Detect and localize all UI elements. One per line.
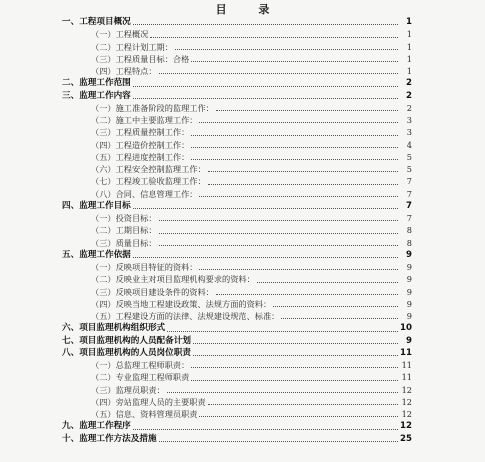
toc-dot-leader bbox=[167, 331, 398, 332]
toc-entry-text: 九、监理工作程序 bbox=[62, 421, 131, 432]
toc-entry-text: 四、监理工作目标 bbox=[62, 200, 131, 211]
toc-entry-text: （七）工程竣工验收监理工作： bbox=[91, 176, 206, 187]
toc-page-number: 1 bbox=[406, 66, 412, 76]
toc-section-entry[interactable] bbox=[62, 200, 412, 212]
toc-section-entry[interactable] bbox=[62, 335, 412, 347]
toc-subsection-entry[interactable] bbox=[62, 65, 412, 77]
toc-dot-leader bbox=[191, 61, 398, 62]
toc-entry-text: 三、监理工作内容 bbox=[62, 90, 131, 101]
toc-entry-text: 十、监理工作方法及措施 bbox=[62, 433, 157, 444]
toc-entry-text: （一）施工准备阶段的监理工作： bbox=[91, 102, 214, 113]
toc-entry-text: （五）工程进度控制工作： bbox=[91, 151, 190, 162]
toc-entry-text: （二）工期目标： bbox=[91, 225, 157, 236]
toc-dot-leader bbox=[159, 73, 398, 74]
toc-subsection-entry[interactable] bbox=[62, 224, 412, 236]
toc-dot-leader bbox=[133, 98, 398, 99]
toc-entry-text: （四）旁站监理人员的主要职责 bbox=[91, 396, 206, 407]
toc-page-number: 2 bbox=[406, 102, 412, 113]
toc-dot-leader bbox=[167, 392, 398, 393]
toc-page-number: 11 bbox=[401, 372, 412, 383]
toc-entry-text: （三）反映项目建设条件的资料： bbox=[91, 286, 214, 297]
toc-entry-text: （四）反映当地工程建设政策、法规方面的资料： bbox=[91, 298, 272, 309]
toc-page-number: 12 bbox=[401, 384, 412, 395]
toc-dot-leader bbox=[159, 441, 398, 442]
toc-subsection-entry[interactable] bbox=[62, 384, 412, 396]
toc-subsection-entry[interactable] bbox=[62, 151, 412, 163]
toc-entry-text: 二、监理工作范围 bbox=[62, 78, 131, 89]
toc-dot-leader bbox=[191, 135, 398, 136]
toc-subsection-entry[interactable] bbox=[62, 286, 412, 298]
toc-entry-text: 七、项目监理机构的人员配备计划 bbox=[62, 335, 191, 346]
toc-dot-leader bbox=[216, 110, 398, 111]
toc-page-number: 9 bbox=[406, 274, 412, 285]
toc-subsection-entry[interactable] bbox=[62, 53, 412, 65]
toc-dot-leader bbox=[273, 306, 398, 307]
toc-dot-leader bbox=[159, 245, 398, 246]
toc-page-number: 11 bbox=[400, 347, 412, 358]
toc-dot-leader bbox=[199, 196, 398, 197]
toc-page-number: 1 bbox=[406, 53, 412, 64]
toc-section-entry[interactable] bbox=[62, 347, 412, 359]
toc-page-number: 9 bbox=[406, 311, 412, 321]
toc-entry-text: （三）质量目标： bbox=[91, 237, 157, 248]
toc-entry-text: （一）总监理工程师职责： bbox=[91, 360, 190, 370]
toc-page-number: 5 bbox=[406, 164, 412, 174]
toc-page-number: 12 bbox=[401, 409, 412, 419]
toc-page-number: 1 bbox=[406, 17, 412, 27]
toc-dot-leader bbox=[175, 49, 398, 50]
toc-entry-text: （二）专业监理工程师职责 bbox=[91, 372, 190, 383]
toc-page-number: 9 bbox=[406, 298, 412, 309]
toc-page-number: 7 bbox=[406, 200, 412, 211]
toc-dot-leader bbox=[159, 233, 398, 234]
toc-page-number: 7 bbox=[406, 188, 412, 199]
toc-dot-leader bbox=[191, 367, 398, 368]
toc-section-entry[interactable] bbox=[62, 322, 412, 334]
toc-subsection-entry[interactable] bbox=[62, 126, 412, 138]
toc-subsection-entry[interactable] bbox=[62, 163, 412, 175]
toc-subsection-entry[interactable] bbox=[62, 28, 412, 40]
toc-page-number: 12 bbox=[401, 396, 412, 407]
toc-dot-leader bbox=[208, 171, 398, 172]
toc-subsection-entry[interactable] bbox=[62, 371, 412, 383]
toc-page-number: 7 bbox=[406, 213, 412, 223]
toc-subsection-entry[interactable] bbox=[62, 188, 412, 200]
toc-dot-leader bbox=[193, 355, 398, 356]
toc-dot-leader bbox=[199, 269, 398, 270]
toc-entry-text: 六、项目监理机构组织形式 bbox=[62, 323, 166, 334]
toc-dot-leader bbox=[208, 184, 398, 185]
toc-entry-text: （五）工程建设方面的法律、法规建设规范、标准： bbox=[91, 311, 280, 321]
toc-entry-text: （三）工程质量目标：合格 bbox=[91, 53, 190, 64]
toc-page-number: 4 bbox=[406, 139, 412, 150]
toc-page-number: 9 bbox=[406, 286, 412, 297]
toc-subsection-entry[interactable] bbox=[62, 298, 412, 310]
toc-entry-text: （五）信息、资料管理员职责 bbox=[91, 409, 198, 419]
toc-page-number: 1 bbox=[406, 29, 412, 40]
toc-page-number: 25 bbox=[400, 433, 412, 444]
toc-page-number: 3 bbox=[406, 127, 412, 138]
toc-entry-text: 五、监理工作依据 bbox=[62, 249, 131, 260]
toc-page-number: 5 bbox=[406, 151, 412, 162]
toc-page-number: 9 bbox=[406, 249, 412, 260]
toc-dot-leader bbox=[191, 159, 398, 160]
toc-dot-leader bbox=[133, 24, 398, 25]
toc-entry-text: 八、项目监理机构的人员岗位职责 bbox=[62, 347, 191, 358]
toc-subsection-entry[interactable] bbox=[62, 114, 412, 126]
toc-page-number: 9 bbox=[406, 262, 412, 272]
toc-section-entry[interactable] bbox=[62, 249, 412, 261]
toc-entry-text: （二）反映业主对项目监理机构要求的资料： bbox=[91, 274, 255, 285]
toc-page-number: 10 bbox=[400, 323, 412, 334]
toc-dot-leader bbox=[133, 257, 398, 258]
toc-subsection-entry[interactable] bbox=[62, 102, 412, 114]
toc-page-number: 11 bbox=[401, 360, 412, 370]
toc-subsection-entry[interactable] bbox=[62, 139, 412, 151]
toc-entry-text: （四）工程造价控制工作： bbox=[91, 139, 190, 150]
toc-entry-text: （八）合同、信息管理工作： bbox=[91, 188, 198, 199]
toc-dot-leader bbox=[191, 380, 398, 381]
toc-page-number: 2 bbox=[406, 90, 412, 101]
toc-entry-text: （三）工程质量控制工作： bbox=[91, 127, 190, 138]
toc-section-entry[interactable] bbox=[62, 433, 412, 445]
toc-dot-leader bbox=[199, 122, 398, 123]
toc-dot-leader bbox=[208, 404, 398, 405]
toc-dot-leader bbox=[257, 282, 398, 283]
toc-dot-leader bbox=[216, 294, 398, 295]
toc-subsection-entry[interactable] bbox=[62, 396, 412, 408]
toc-subsection-entry[interactable] bbox=[62, 175, 412, 187]
toc-entry-text: （二）工程计划工期： bbox=[91, 41, 173, 52]
toc-dot-leader bbox=[150, 37, 398, 38]
toc-page-number: 2 bbox=[406, 78, 412, 89]
toc-page-number: 1 bbox=[406, 41, 412, 52]
toc-entry-text: （三）监理员职责： bbox=[91, 384, 165, 395]
toc-subsection-entry[interactable] bbox=[62, 408, 412, 420]
toc-dot-leader bbox=[133, 86, 398, 87]
toc-title: 目 录 bbox=[215, 3, 284, 16]
toc-entry-text: （二）施工中主要监理工作： bbox=[91, 115, 198, 125]
toc-dot-leader bbox=[191, 147, 398, 148]
toc-page-number: 9 bbox=[406, 335, 412, 346]
toc-entry-text: （四）工程特点： bbox=[91, 66, 157, 76]
toc-dot-leader bbox=[193, 343, 398, 344]
toc-section-entry[interactable] bbox=[62, 420, 412, 432]
toc-page-number: 8 bbox=[406, 225, 412, 236]
toc-dot-leader bbox=[159, 220, 398, 221]
toc-section-entry[interactable] bbox=[62, 16, 412, 28]
toc-dot-leader bbox=[133, 208, 398, 209]
toc-entry-text: （一）工程概况 bbox=[91, 29, 149, 40]
toc-subsection-entry[interactable] bbox=[62, 359, 412, 371]
toc-dot-leader bbox=[281, 318, 398, 319]
toc-section-entry[interactable] bbox=[62, 77, 412, 89]
toc-section-entry[interactable] bbox=[62, 90, 412, 102]
toc-page-number: 12 bbox=[400, 421, 412, 432]
toc-dot-leader bbox=[133, 429, 398, 430]
toc-list bbox=[62, 16, 412, 445]
toc-entry-text: （一）投资目标： bbox=[91, 213, 157, 223]
toc-entry-text: （六）工程安全控制监理工作： bbox=[91, 164, 206, 174]
toc-subsection-entry[interactable] bbox=[62, 273, 412, 285]
toc-subsection-entry[interactable] bbox=[62, 310, 412, 322]
toc-dot-leader bbox=[199, 416, 398, 417]
toc-subsection-entry[interactable] bbox=[62, 237, 412, 249]
toc-subsection-entry[interactable] bbox=[62, 212, 412, 224]
toc-entry-text: （一）反映项目特征的资料： bbox=[91, 262, 198, 272]
toc-page-number: 3 bbox=[406, 115, 412, 125]
toc-page-number: 7 bbox=[406, 176, 412, 187]
toc-page-number: 8 bbox=[406, 237, 412, 248]
toc-subsection-entry[interactable] bbox=[62, 41, 412, 53]
toc-subsection-entry[interactable] bbox=[62, 261, 412, 273]
toc-entry-text: 一、工程项目概况 bbox=[62, 17, 131, 27]
